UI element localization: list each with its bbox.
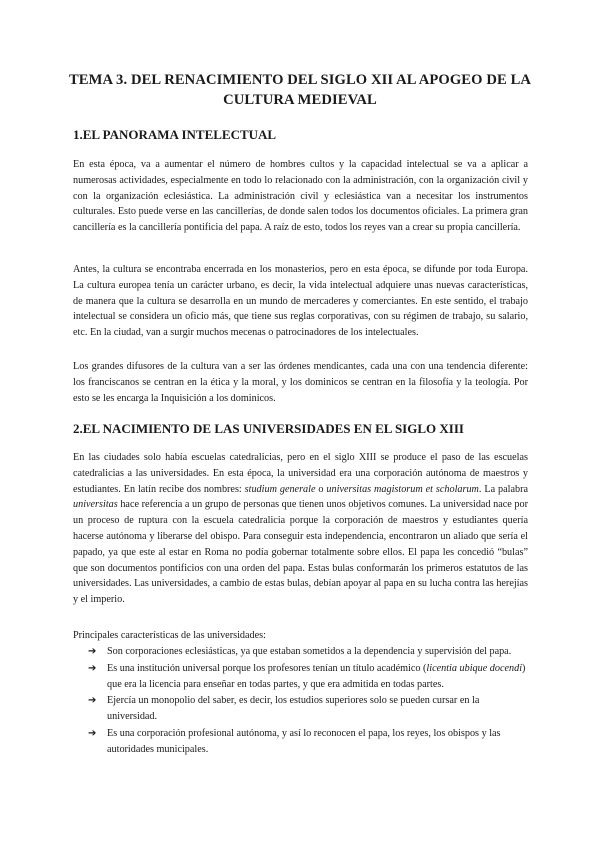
list-item [88,726,528,758]
section-1-heading: 1.EL PANORAMA INTELECTUAL [73,127,277,142]
section-2-paragraph-1 [73,450,528,608]
characteristics-list [88,644,528,759]
section-1-paragraph-1: En esta época, va a aumentar el número de hombres cultos y la capacidad intelectual se va a aplicar a numerosas actividades, especialmente en todo lo relacionado con la administración, con la organización civil y con la organización eclesiástica. La administración civil y eclesiástica van a necesitar los instrumentos culturales. Esto puede verse en las cancillerías, de donde salen todos los documentos oficiales. La primera gran cancillería es la cancillería pontificia del papa. A raíz de esto, todos los reyes van a crear su propia cancillería. [73,159,528,234]
list-item [88,661,528,693]
section-2-heading: 2.EL NACIMIENTO DE LAS UNIVERSIDADES EN EL SIGLO XIII [73,421,464,436]
list-item-text: Es una institución universal porque los profesores tenían un título académico ( [107,662,427,674]
latin-term: universitas [73,499,118,511]
arrow-bullet-icon: ➔ [88,662,97,674]
list-item [88,693,528,725]
list-item-text: Son corporaciones eclesiásticas, ya que estaban sometidos a la dependencia y supervisión del papa. [107,646,512,657]
document-title: TEMA 3. DEL RENACIMIENTO DEL SIGLO XII AL APOGEO DE LA CULTURA MEDIEVAL [68,72,532,108]
list-item-text: Es una corporación profesional autónoma, y así lo reconocen el papa, los reyes, los obispos y las autoridades municipales. [107,727,501,755]
arrow-bullet-icon: ➔ [88,695,97,707]
latin-term: universitas magistorum et scholarum [326,483,479,495]
list-intro: Principales características de las universidades: [73,630,266,641]
list-item-text: ) que era la licencia para enseñar en todas partes, y que era admitida en todas partes. [107,662,526,690]
section-1-paragraph-3: Los grandes difusores de la cultura van a ser las órdenes mendicantes, cada una con una tendencia diferente: los franciscanos se centran en la ética y la moral, y los dominicos se centran en la filosofía y la teología. Por esto se les encarga la Inquisición a los dominicos. [73,361,528,404]
paragraph-text: En las ciudades solo había escuelas catedralicias, pero en el siglo XIII se produce el paso de las escuelas catedralicias a las universidades. En esta época, la universidad era una corporación autónoma de maestros y estudiantes. En latín recibe dos nombres: [73,452,528,495]
paragraph-text: o [315,483,327,495]
list-item [88,644,528,660]
arrow-bullet-icon: ➔ [88,646,97,657]
list-item-text: Ejercía un monopolio del saber, es decir, los estudios superiores solo se pueden cursar en la universidad. [107,695,480,723]
paragraph-text: hace referencia a un grupo de personas que tienen unos objetivos comunes. La universidad nace por un proceso de ruptura con la escuela catedralicia porque la corporación de maestros y estudiantes quería hacerse autónoma y liberarse del obispo. Para conseguir esta independencia, encontraron un aliado que sería el papado, ya que este al estar en Roma no podía gobernar totalmente sobre ellos. El papa les concedió “bulas” que son documentos pontificios con una orden del papa. Estas bulas conformarán los primeros estatutos de las universidades. Las universidades, a cambio de estas bulas, debían apoyar al papa en su lucha contra las herejías y el imperio. [73,499,528,606]
latin-term: licentia ubique docendi [426,662,523,674]
paragraph-text: . La palabra [478,483,529,495]
arrow-bullet-icon: ➔ [88,727,97,739]
section-1-paragraph-2: Antes, la cultura se encontraba encerrada en los monasterios, pero en esta época, se difunde por toda Europa. La cultura europea tenía un carácter urbano, es decir, la vida intelectual adquiere unas nuevas características, de manera que la cultura se desarrolla en un mundo de mercaderes y comerciantes. En este sentido, el trabajo intelectual se considera un oficio más, que tiene sus reglas corporativas, con su régimen de trabajo, su salario, etc. En la ciudad, van a surgir muchos mecenas o patrocinadores de los intelectuales. [73,264,528,339]
latin-term: studium generale [244,483,316,495]
